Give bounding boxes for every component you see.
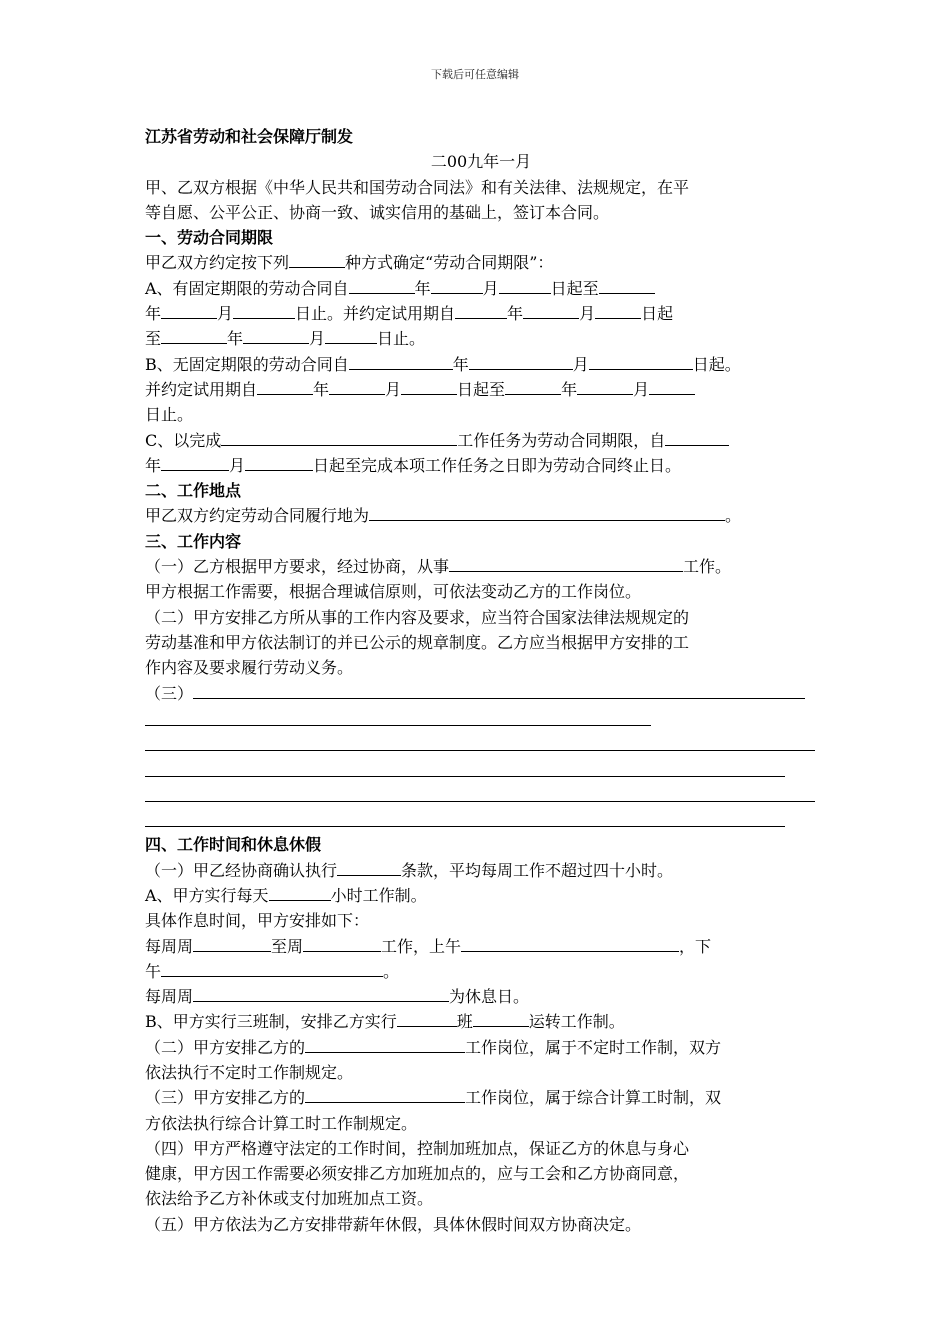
task-start-year-field-a[interactable] bbox=[665, 428, 729, 446]
task-start-day-field[interactable] bbox=[245, 453, 313, 471]
s4-p4-line-2: 健康，甲方因工作需要必须安排乙方加班加点的，应与工会和乙方协商同意， bbox=[145, 1164, 690, 1184]
afternoon-hours-field[interactable] bbox=[161, 959, 383, 977]
s4-p1-line: （一）甲乙经协商确认执行 条款，平均每周工作不超过四十小时。 bbox=[145, 858, 817, 883]
s1-a-line-1: A、有固定期限的劳动合同自 年 月 日起至 bbox=[145, 276, 817, 301]
blank-rule-5[interactable] bbox=[145, 807, 817, 832]
other-content-field-1[interactable] bbox=[193, 681, 805, 699]
open-trial-end-month-field[interactable] bbox=[577, 377, 633, 395]
s3-p2-line-2: 劳动基准和甲方依法制订的并已公示的规章制度。乙方应当根据甲方安排的工 bbox=[145, 632, 690, 652]
section-4-title: 四、工作时间和休息休假 bbox=[145, 835, 322, 855]
trial-end-year-field[interactable] bbox=[161, 326, 227, 344]
trial-start-day-field[interactable] bbox=[595, 301, 641, 319]
intro-line-2: 等自愿、公平公正、协商一致、诚实信用的基础上，签订本合同。 bbox=[145, 202, 610, 222]
comprehensive-post-field[interactable] bbox=[305, 1085, 465, 1103]
s1-b-line-1: B、无固定期限的劳动合同自 年 月 日起。 bbox=[145, 352, 817, 377]
week-end-day-field[interactable] bbox=[303, 934, 381, 952]
fixed-end-day-field[interactable] bbox=[233, 301, 295, 319]
blank-rule-2[interactable] bbox=[145, 731, 817, 756]
s4-p3-line-2: 方依法执行综合计算工时工作制规定。 bbox=[145, 1113, 418, 1133]
task-name-field[interactable] bbox=[221, 428, 457, 446]
fixed-start-year-field[interactable] bbox=[349, 276, 415, 294]
rotation-count-field[interactable] bbox=[473, 1009, 529, 1027]
s4-rest-line: 每周周 为休息日。 bbox=[145, 984, 817, 1009]
fixed-start-month-field[interactable] bbox=[431, 276, 483, 294]
s4-p5-line: （五）甲方依法为乙方安排带薪年休假，具体休假时间双方协商决定。 bbox=[145, 1214, 642, 1234]
s4-p2-line-2: 依法执行不定时工作制规定。 bbox=[145, 1062, 354, 1082]
flexible-post-field[interactable] bbox=[305, 1035, 465, 1053]
open-trial-start-day-field[interactable] bbox=[401, 377, 457, 395]
morning-hours-field[interactable] bbox=[461, 934, 679, 952]
s3-p2-line-3: 作内容及要求履行劳动义务。 bbox=[145, 658, 354, 678]
workplace-field[interactable] bbox=[369, 503, 725, 521]
trial-end-day-field[interactable] bbox=[325, 326, 377, 344]
rest-days-field[interactable] bbox=[193, 984, 449, 1002]
date-line: 二00九年一月 bbox=[430, 152, 532, 172]
s4-p4-line-3: 依法给予乙方补休或支付加班加点工资。 bbox=[145, 1189, 434, 1209]
s4-a-line-1: A、甲方实行每天 小时工作制。 bbox=[145, 883, 817, 908]
task-start-month-field[interactable] bbox=[161, 453, 229, 471]
section-1-title: 一、劳动合同期限 bbox=[145, 228, 274, 248]
s3-p3-line: （三） bbox=[145, 681, 817, 706]
open-trial-end-day-field[interactable] bbox=[649, 377, 695, 395]
s4-week-line-2: 午 。 bbox=[145, 959, 817, 984]
open-start-month-field[interactable] bbox=[469, 352, 573, 370]
trial-start-year-field[interactable] bbox=[455, 301, 507, 319]
s4-p2-line-1: （二）甲方安排乙方的 工作岗位，属于不定时工作制，双方 bbox=[145, 1035, 817, 1060]
job-type-field[interactable] bbox=[449, 554, 683, 572]
s4-b-line: B、甲方实行三班制，安排乙方实行 班 运转工作制。 bbox=[145, 1009, 817, 1034]
s1-c-line-2: 年 月 日起至完成本项工作任务之日即为劳动合同终止日。 bbox=[145, 453, 817, 478]
fixed-start-day-field[interactable] bbox=[499, 276, 551, 294]
trial-end-month-field[interactable] bbox=[243, 326, 309, 344]
daily-hours-field[interactable] bbox=[269, 883, 331, 901]
s3-p2-line-1: （二）甲方安排乙方所从事的工作内容及要求，应当符合国家法律法规规定的 bbox=[145, 607, 690, 627]
s1-a-line-3: 至 年 月 日止。 bbox=[145, 326, 817, 351]
s1-method-line: 甲乙双方约定按下列 种方式确定“劳动合同期限”： bbox=[145, 250, 817, 275]
blank-rule-4[interactable] bbox=[145, 782, 817, 807]
s3-p1-line-2: 甲方根据工作需要，根据合理诚信原则，可依法变动乙方的工作岗位。 bbox=[145, 582, 642, 602]
s1-b-line-2: 并约定试用期自 年 月 日起至 年 月 bbox=[145, 377, 817, 402]
s1-a-line-2: 年 月 日止。并约定试用期自 年 月 日起 bbox=[145, 301, 817, 326]
open-start-year-field[interactable] bbox=[349, 352, 453, 370]
trial-start-month-field[interactable] bbox=[523, 301, 579, 319]
s4-a-line-2: 具体作息时间，甲方安排如下： bbox=[145, 911, 370, 931]
section-3-title: 三、工作内容 bbox=[145, 531, 242, 551]
clause-field[interactable] bbox=[337, 858, 401, 876]
intro-line-1: 甲、乙双方根据《中华人民共和国劳动合同法》和有关法律、法规规定，在平 bbox=[145, 177, 690, 197]
open-trial-start-year-field[interactable] bbox=[257, 377, 313, 395]
s4-p3-line-1: （三）甲方安排乙方的 工作岗位，属于综合计算工时制，双 bbox=[145, 1085, 817, 1110]
section-2-title: 二、工作地点 bbox=[145, 481, 242, 501]
contract-body bbox=[145, 124, 817, 1237]
issuer-line: 江苏省劳动和社会保障厅制发 bbox=[145, 127, 354, 146]
open-trial-end-year-field[interactable] bbox=[505, 377, 561, 395]
method-count-field[interactable] bbox=[289, 250, 345, 268]
s2-place-line: 甲乙双方约定劳动合同履行地为 。 bbox=[145, 503, 817, 528]
week-start-day-field[interactable] bbox=[193, 934, 271, 952]
blank-rule-1[interactable] bbox=[145, 706, 817, 731]
blank-rule-3[interactable] bbox=[145, 756, 817, 781]
s4-week-line-1: 每周周 至周 工作，上午 ，下 bbox=[145, 934, 817, 959]
s3-p1-line-1: （一）乙方根据甲方要求，经过协商，从事 工作。 bbox=[145, 554, 817, 579]
open-trial-start-month-field[interactable] bbox=[329, 377, 385, 395]
fixed-end-year-field-a[interactable] bbox=[599, 276, 655, 294]
s1-b-line-3: 日止。 bbox=[145, 405, 194, 425]
open-start-day-field[interactable] bbox=[589, 352, 693, 370]
s1-c-line-1: C、以完成 工作任务为劳动合同期限，自 bbox=[145, 428, 817, 453]
fixed-end-month-field[interactable] bbox=[161, 301, 217, 319]
download-note: 下载后可任意编辑 bbox=[431, 68, 519, 81]
shift-count-field[interactable] bbox=[397, 1009, 457, 1027]
s4-p4-line-1: （四）甲方严格遵守法定的工作时间，控制加班加点，保证乙方的休息与身心 bbox=[145, 1138, 690, 1158]
